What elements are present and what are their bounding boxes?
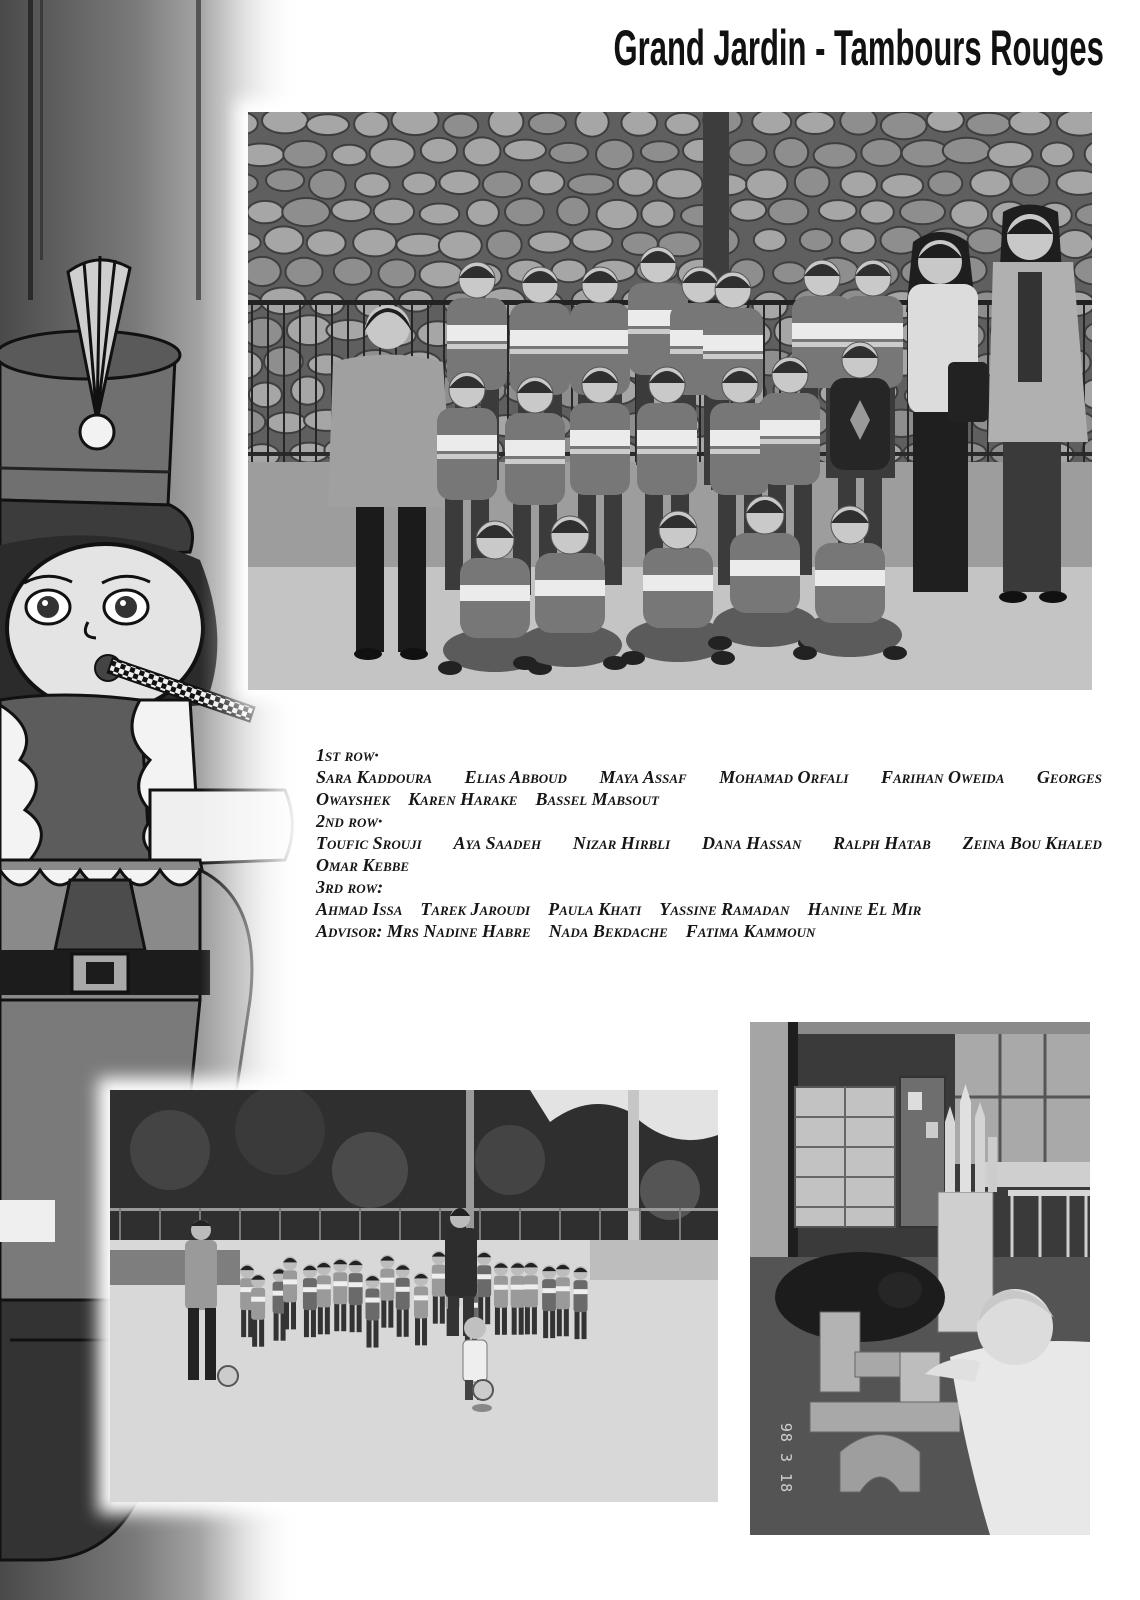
wall-stone xyxy=(881,112,927,139)
wall-stone xyxy=(489,112,524,137)
classroom-photo xyxy=(750,1022,1090,1535)
student-name: Maya Assaf xyxy=(599,767,687,787)
wall-stone xyxy=(656,169,702,198)
row-heading: 1st row· xyxy=(316,745,379,765)
wall-stone xyxy=(927,112,964,132)
wall-stone xyxy=(988,142,1033,167)
wall-stone xyxy=(249,383,282,408)
wall-stone xyxy=(881,174,923,197)
wall-stone xyxy=(967,113,1011,136)
wall-stone xyxy=(309,170,346,199)
wall-stone xyxy=(840,228,876,253)
wall-stone xyxy=(306,114,349,135)
student-name: Owayshek xyxy=(316,789,391,809)
wall-stone xyxy=(396,234,443,256)
student-name: Dana Hassan xyxy=(701,833,802,853)
wall-stone xyxy=(1057,112,1092,136)
student-name: Toufic Srouji xyxy=(316,833,422,853)
wall-stone xyxy=(950,200,988,227)
student-name: Georges xyxy=(1036,767,1102,787)
wall-stone xyxy=(487,231,522,259)
wall-stone xyxy=(392,112,439,135)
wall-stone xyxy=(597,200,638,229)
wall-stone xyxy=(861,139,901,166)
wall-stone xyxy=(504,140,546,161)
wall-stone xyxy=(248,257,281,286)
advisor-name: Fatima Kammoun xyxy=(685,921,816,941)
wall-stone xyxy=(355,173,390,196)
wall-stone xyxy=(1057,230,1092,258)
row-heading: 2nd row· xyxy=(316,811,383,831)
wall-stone xyxy=(334,258,372,285)
wall-stone xyxy=(729,140,767,165)
wall-stone xyxy=(332,145,367,165)
caption-line xyxy=(316,876,1102,898)
student-name: Ahmad Issa xyxy=(316,899,403,919)
student-name: Omar Kebbe xyxy=(316,855,410,875)
wall-stone xyxy=(795,167,830,196)
wall-stone xyxy=(900,200,945,225)
wall-stone xyxy=(1041,143,1074,167)
wall-stone xyxy=(283,141,326,168)
low-wall xyxy=(110,1250,240,1285)
wall-stone xyxy=(774,138,808,167)
student-name: Elias Abboud xyxy=(464,767,567,787)
wall-stone xyxy=(928,171,962,195)
wall-stone xyxy=(421,138,457,163)
caption-line xyxy=(316,832,1102,854)
wall-stone xyxy=(1057,171,1092,195)
wall-stone xyxy=(840,112,876,135)
wall-stone xyxy=(353,229,396,257)
student-name: Paula Khati xyxy=(548,899,642,919)
student-name: Mohamad Orfali xyxy=(719,767,849,787)
wall-stone xyxy=(814,143,857,168)
wall-stone xyxy=(666,113,700,135)
wall-stone xyxy=(529,113,566,135)
wall-stone xyxy=(970,170,1010,196)
wall-stone xyxy=(968,228,1005,253)
wall-stone xyxy=(796,112,835,134)
playground-photo xyxy=(110,1090,718,1502)
wall-stone xyxy=(374,199,414,225)
caption-line xyxy=(316,766,1102,788)
wall-stone xyxy=(746,170,787,200)
wall-stone xyxy=(439,231,482,260)
wall-stone xyxy=(1009,112,1050,134)
wall-stone xyxy=(819,200,857,221)
wall-stone xyxy=(467,200,499,226)
caption-line xyxy=(316,744,1102,766)
wall-stone xyxy=(420,262,463,288)
wall-stone xyxy=(403,173,436,195)
wall-stone xyxy=(370,139,415,167)
wall-stone xyxy=(572,229,612,251)
wall-stone xyxy=(262,112,308,133)
wall-stone xyxy=(943,138,991,164)
wall-stone xyxy=(841,171,877,197)
wall-stone xyxy=(568,174,614,194)
wall-stone xyxy=(266,169,304,191)
wall-stone xyxy=(291,377,324,405)
ball xyxy=(218,1366,238,1386)
wall-stone xyxy=(618,168,654,195)
caption-line xyxy=(316,810,1102,832)
wall-stone xyxy=(286,258,323,286)
wall-stone xyxy=(800,229,832,251)
wall-stone xyxy=(443,114,478,138)
student-name: Tarek Jaroudi xyxy=(420,899,531,919)
student-name: Zeina Bou Khaled xyxy=(962,833,1102,853)
wall-stone xyxy=(773,262,806,283)
caption-line xyxy=(316,788,1102,810)
wall-stone xyxy=(641,201,674,227)
shelves xyxy=(795,1087,895,1227)
wall-stone xyxy=(529,232,571,253)
wall-stone xyxy=(549,143,588,163)
date-stamp: 98 3 18 xyxy=(777,1422,795,1494)
caption-line xyxy=(316,898,1102,920)
student-name: Nizar Hirbli xyxy=(572,833,671,853)
trees xyxy=(110,1090,718,1240)
student-name: Bassel Mabsout xyxy=(535,789,659,809)
wall-stone xyxy=(379,259,416,287)
wall-stone xyxy=(420,204,460,225)
advisor-name: Nada Bekdache xyxy=(548,921,668,941)
wall-stone xyxy=(282,198,330,226)
wall-stone xyxy=(768,199,808,224)
wall-stone xyxy=(1012,166,1050,195)
wall-stone xyxy=(248,201,283,223)
wall-stone xyxy=(641,141,679,162)
wall-stone xyxy=(754,229,786,251)
wall-stone xyxy=(902,140,950,166)
wall-stone xyxy=(752,112,791,134)
ball xyxy=(473,1380,493,1400)
wall-stone xyxy=(248,318,283,347)
wall-stone xyxy=(529,170,565,194)
student-name: Hanine El Mir xyxy=(807,899,922,919)
wall-stone xyxy=(439,171,479,194)
student-name: Yassine Ramadan xyxy=(659,899,790,919)
tree-trunk xyxy=(466,1090,474,1250)
manhole xyxy=(472,1404,492,1412)
caption-line xyxy=(316,854,1102,876)
caption-block xyxy=(316,744,1102,942)
advisor-name: Advisor: Mrs Nadine Habre xyxy=(316,921,531,941)
wall-stone xyxy=(248,144,284,167)
wall-stone xyxy=(464,137,501,165)
wall-stone xyxy=(264,226,303,253)
wall-stone xyxy=(557,197,589,225)
wall-stone xyxy=(505,198,544,225)
wall-stone xyxy=(730,200,766,221)
wall-stone xyxy=(483,172,522,198)
class-photo xyxy=(248,112,1092,690)
wall-stone xyxy=(596,140,633,169)
student-name: Aya Saadeh xyxy=(453,833,542,853)
student-name: Farihan Oweida xyxy=(880,767,1005,787)
caption-line xyxy=(316,920,1102,942)
wall-stone xyxy=(576,112,609,137)
student-name: Ralph Hatab xyxy=(833,833,931,853)
student-name: Karen Harake xyxy=(408,789,518,809)
wall-stone xyxy=(332,200,371,222)
drummer-belt xyxy=(0,950,210,995)
page-title: Grand Jardin - Tambours Rouges xyxy=(613,20,1104,76)
wall-stone xyxy=(354,112,389,137)
wall-stone xyxy=(307,230,346,255)
wall-stone xyxy=(860,200,894,223)
student-name: Sara Kaddoura xyxy=(316,767,433,787)
wall-stone xyxy=(621,112,657,136)
row-heading: 3rd row: xyxy=(316,877,384,897)
